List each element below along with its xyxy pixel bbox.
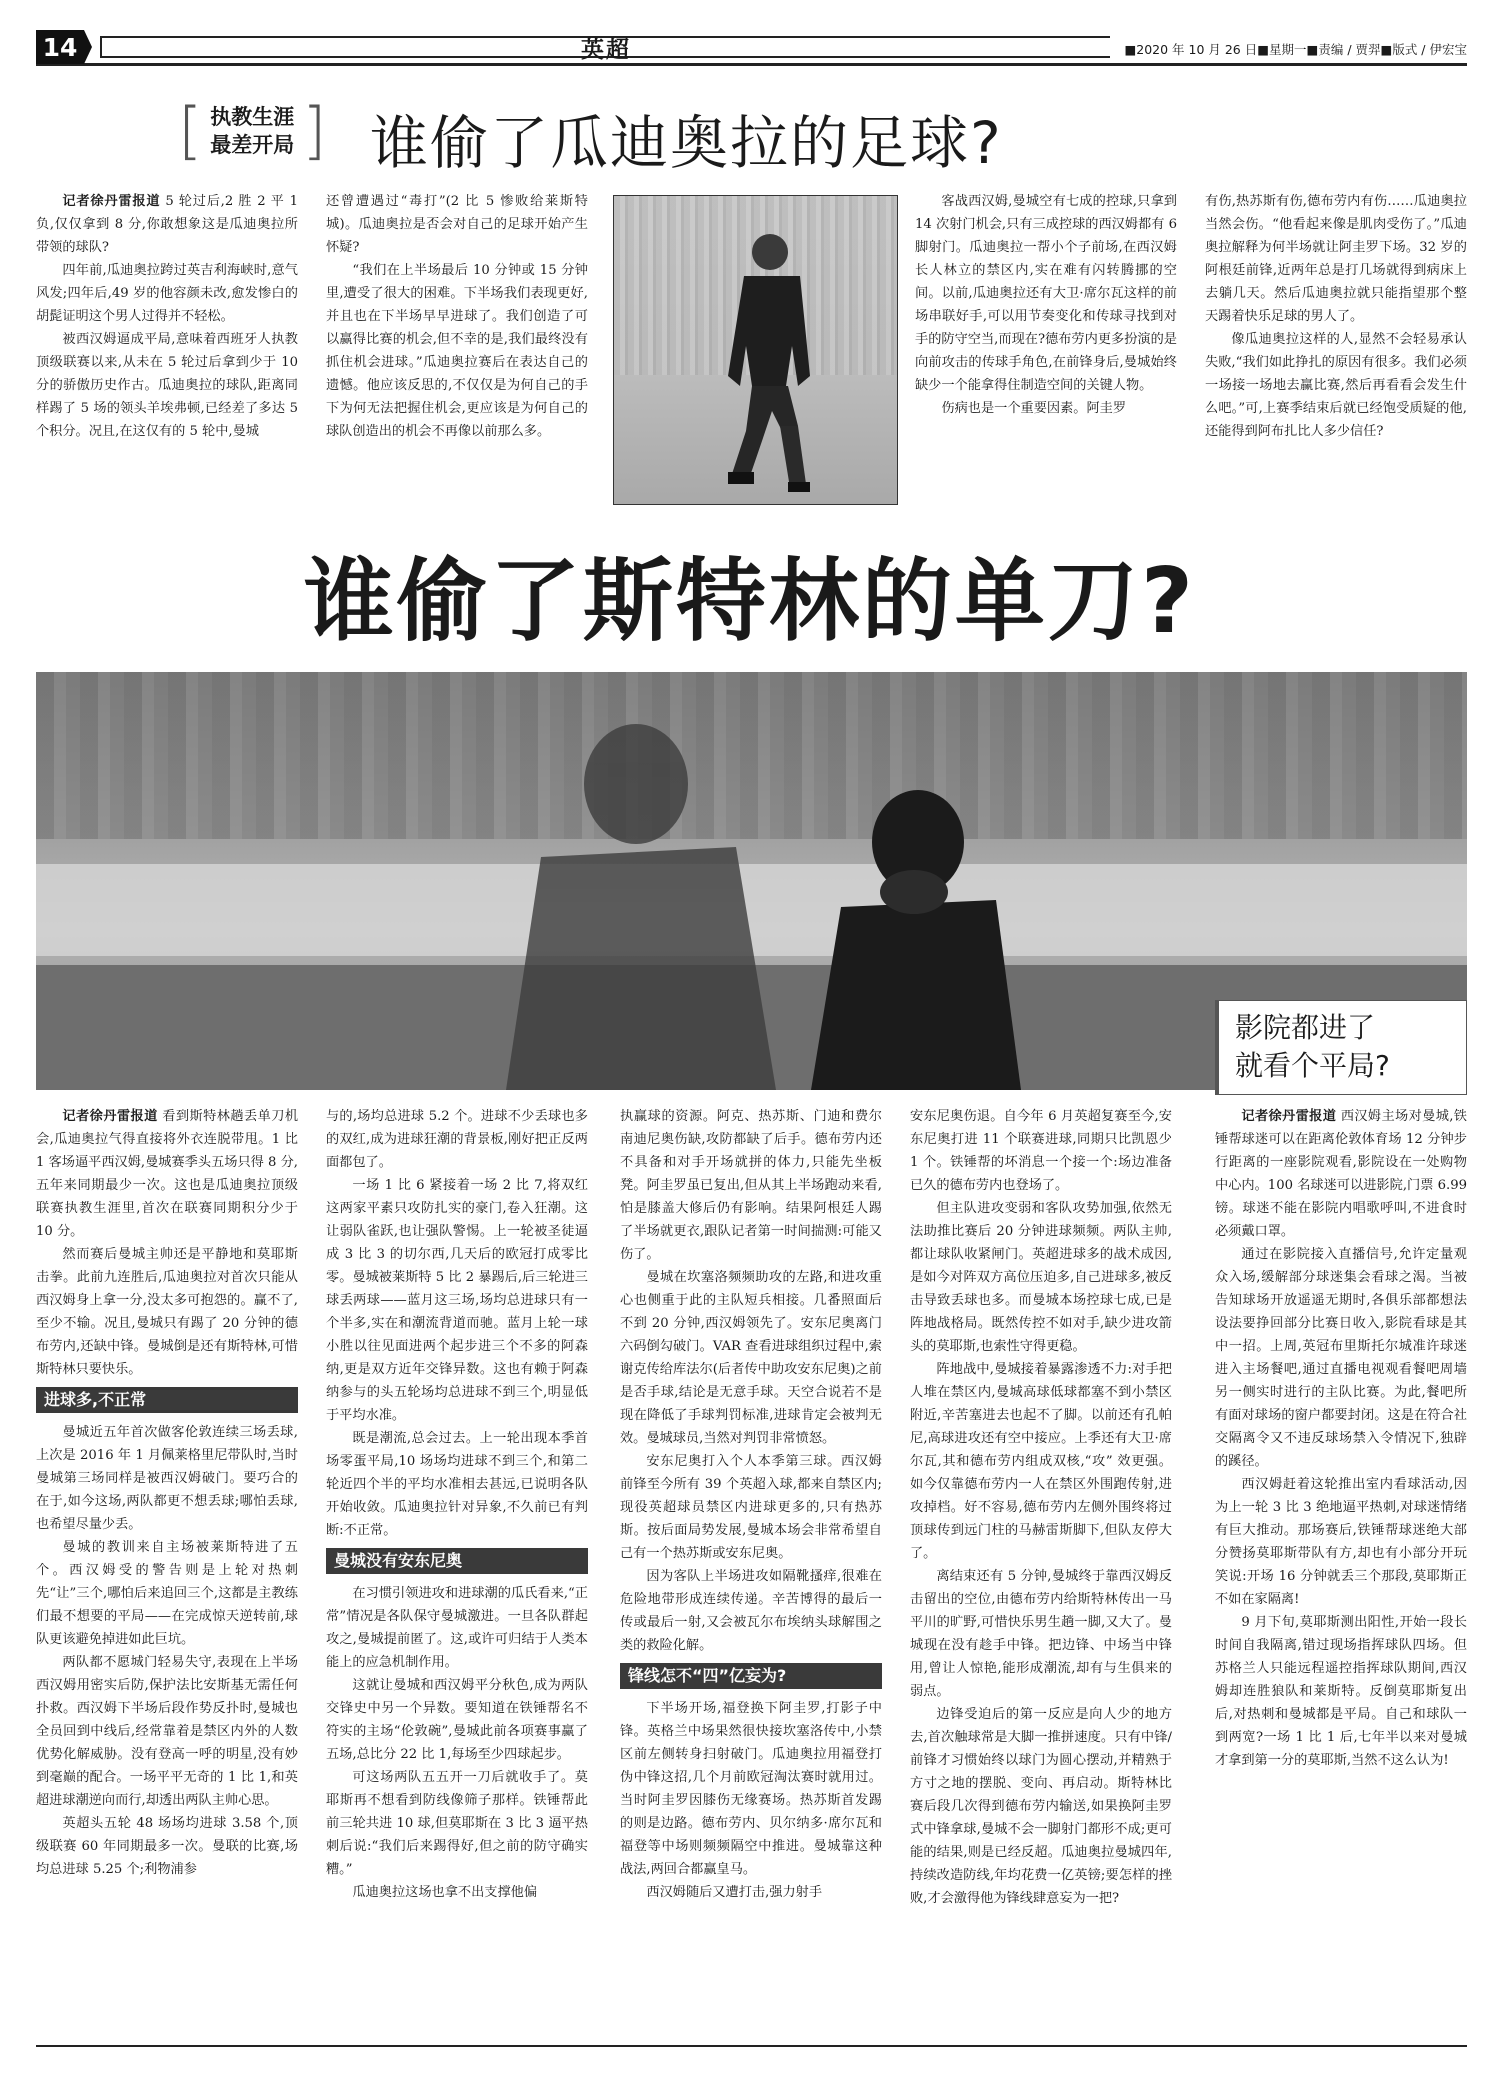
page-number: 14 (36, 30, 84, 64)
paragraph (620, 1450, 882, 1565)
section-bar (100, 36, 1110, 63)
paragraph (915, 190, 1177, 397)
paragraph-text: 既是潮流,总会过去。上一轮出现本季首场零蛋平局,10 场场均进球不到三个,和第二轮近四个半的平均水准相去甚远,已说明各队开始收敛。瓜迪奥拉针对异象,不久前已有判断:不正常。 (326, 1431, 588, 1538)
paragraph (36, 1536, 298, 1651)
paragraph (620, 1697, 882, 1881)
paragraph-text: 5 轮过后,2 胜 2 平 1 负,仅仅拿到 8 分,你敢想象这是瓜迪奥拉所带领的球队? (36, 194, 298, 255)
paragraph-text: 安东尼奥伤退。自今年 6 月英超复赛至今,安东尼奥打进 11 个联赛进球,同期只比凯恩少 1 个。铁锤帮的坏消息一个接一个:场边准备已久的德布劳内也登场了。 (910, 1109, 1172, 1193)
paragraph (326, 1766, 588, 1881)
story1-column-3 (915, 190, 1177, 508)
paragraph-text: 英超头五轮 48 场场均进球 3.58 个,顶级联赛 60 年同期最多一次。曼联的比赛,场均总进球 5.25 个;利物浦参 (36, 1816, 298, 1877)
paragraph-text: 在习惯引领进攻和进球潮的瓜氏看来,“正常”情况是各队保守曼城激进。一旦各队群起攻之,曼城提前匿了。这,或许可归结于人类本能上的应急机制作用。 (326, 1586, 588, 1670)
paragraph (910, 1703, 1172, 1910)
paragraph-text: 可这场两队五五开一刀后就收手了。莫耶斯再不想看到防线像筛子那样。铁锤帮此前三轮共进 10 球,但莫耶斯在 3 比 3 逼平热刺后说:“我们后来踢得好,但之前的防守确实糟。” (326, 1770, 588, 1877)
paragraph-text: 但主队进攻变弱和客队攻势加强,依然无法助推比赛后 20 分钟进球频频。两队主帅,都让球队收紧闸门。英超进球多的战术成因,是如今对阵双方高位压迫多,自己进球多,被反击导致丢球也多。而曼城本场控球七成,已是阵地战格局。既然传控不如对手,缺少进攻箭头的莫耶斯,也索性守得更稳。 (910, 1201, 1172, 1354)
paragraph (620, 1565, 882, 1657)
byline: 记者徐丹雷报道 (62, 194, 161, 209)
kicker-bracket-right: ] (302, 94, 327, 167)
subhead: 曼城没有安东尼奥 (326, 1548, 588, 1574)
kicker-line: 最差开局 (210, 133, 295, 157)
paragraph-text: 被西汉姆逼成平局,意味着西班牙人执教顶级联赛以来,从未在 5 轮过后拿到少于 10 分的骄傲历史作古。瓜迪奥拉的球队,距离同样踢了 5 场的领头羊埃弗顿,已经差了多达 5 个积分。况且,在这仅有的 5 轮中,曼城 (36, 332, 298, 439)
guardiola-photo (613, 195, 898, 505)
sidebar-title-line: 影院都进了 (1235, 1011, 1376, 1044)
paragraph (36, 1812, 298, 1881)
paragraph (36, 328, 298, 443)
paragraph-text: 像瓜迪奥拉这样的人,显然不会轻易承认失败,“我们如此挣扎的原因有很多。我们必须一场接一场地去赢比赛,然后再看看会发生什么吧。”可,上赛季结束后就已经饱受质疑的他,还能得到阿布扎比人多少信任? (1205, 332, 1467, 439)
sidebar-title-line: 就看个平局? (1235, 1049, 1390, 1082)
paragraph (1215, 1105, 1467, 1243)
paragraph-text: 有伤,热苏斯有伤,德布劳内有伤……瓜迪奥拉当然会伤。“他看起来像是肌肉受伤了。”瓜迪奥拉解释为何半场就让阿圭罗下场。32 岁的阿根廷前锋,近两年总是打几场就得到病床上去躺几天。然后瓜迪奥拉就只能指望那个整天踢着快乐足球的男人了。 (1205, 194, 1467, 324)
page-number-arrow (84, 30, 92, 64)
paragraph (326, 1881, 588, 1904)
paragraph (326, 1174, 588, 1427)
paragraph (326, 1582, 588, 1674)
paragraph (36, 190, 298, 259)
paragraph-text: 执赢球的资源。阿克、热苏斯、门迪和费尔南迪尼奥伤缺,攻防都缺了后手。德布劳内还不具备和对手开场就拼的体力,只能先坐板凳。阿圭罗虽已复出,但从其上半场跑动来看,怕是膝盖大修后仍有影响。结果阿根廷人踢了半场就更衣,跟队记者第一时间揣测:可能又伤了。 (620, 1109, 882, 1262)
story2-column-3 (620, 1105, 882, 2040)
paragraph-text: 还曾遭遇过“毒打”(2 比 5 惨败给莱斯特城)。瓜迪奥拉是否会对自己的足球开始产生怀疑? (326, 194, 588, 255)
paragraph-text: 四年前,瓜迪奥拉跨过英吉利海峡时,意气风发;四年后,49 岁的他容颜未改,愈发惨白的胡髭证明这个男人过得并不轻松。 (36, 263, 298, 324)
paragraph (915, 397, 1177, 420)
paragraph-text: 看到斯特林趟丢单刀机会,瓜迪奥拉气得直接将外衣连脱带甩。1 比 1 客场逼平西汉姆,曼城赛季头五场只得 8 分,五年来同期最少一次。这也是瓜迪奥拉顶级联赛执教生涯里,首次在联赛同期积分少于 10 分。 (36, 1109, 298, 1239)
sidebar-column (1215, 1105, 1467, 2040)
paragraph-text: 离结束还有 5 分钟,曼城终于靠西汉姆反击留出的空位,由德布劳内给斯特林传出一马平川的旷野,可惜快乐男生趟一脚,又大了。曼城现在没有趁手中锋。把边锋、中场当中锋用,曾让人惊艳,能形成潮流,却有与生俱来的弱点。 (910, 1569, 1172, 1699)
paragraph-text: 边锋受迫后的第一反应是向人少的地方去,首次触球常是大脚一推拼速度。只有中锋/前锋才习惯始终以球门为圆心摆动,并精熟于方寸之地的摆脱、变向、再启动。斯特林比赛后段几次得到德布劳内输送,如果换阿圭罗式中锋拿球,曼城不会一脚射门都形不成;更可能的结果,则是已经反超。瓜迪奥拉曼城四年,持续改造防线,年均花费一亿英镑;要怎样的挫败,才会激得他为锋线肆意妄为一把? (910, 1707, 1172, 1906)
bottom-rule (36, 2045, 1467, 2047)
paragraph (326, 259, 588, 443)
paragraph (326, 190, 588, 259)
paragraph-text: 曼城的教训来自主场被莱斯特进了五个。西汉姆受的警告则是上轮对热刺先“让”三个,哪怕后来追回三个,这都是主教练们最不想要的平局——在完成惊天逆转前,球队更该避免掉进如此巨坑。 (36, 1540, 298, 1647)
subhead: 锋线怎不“四”亿妄为? (620, 1663, 882, 1689)
story2-column-1 (36, 1105, 298, 2040)
paragraph (36, 1243, 298, 1381)
story1-headline: 谁偷了瓜迪奥拉的足球? (370, 109, 1003, 177)
paragraph (620, 1881, 882, 1904)
section-name: 英超 (581, 36, 631, 63)
paragraph-text: “我们在上半场最后 10 分钟或 15 分钟里,遭受了很大的困难。下半场我们表现更好,并且也在下半场早早进球了。我们创造了可以赢得比赛的机会,但不幸的是,我们最终没有抓住机会进球。”瓜迪奥拉赛后在表达自己的遗憾。他应该反思的,不仅仅是为何自己的手下为何无法把握住机会,更应该是为何自己的球队创造出的机会不再像以前那么多。 (326, 263, 588, 439)
story1-kicker (178, 94, 327, 167)
kicker-bracket-left: [ (178, 94, 203, 167)
paragraph (1205, 328, 1467, 443)
paragraph-text: 客战西汉姆,曼城空有七成的控球,只拿到 14 次射门机会,只有三成控球的西汉姆都有 6 脚射门。瓜迪奥拉一帮小个子前场,在西汉姆长人林立的禁区内,实在难有闪转腾挪的空间。以前,瓜迪奥拉还有大卫·席尔瓦这样的前场串联好手,可以用节奏变化和传球寻找到对手的防守空当,而现在?德布劳内更多扮演的是向前攻击的传球手角色,在前锋身后,曼城始终缺少一个能拿得住制造空间的关键人物。 (915, 194, 1177, 393)
paragraph (36, 1421, 298, 1536)
story2-column-4 (910, 1105, 1172, 2040)
paragraph (326, 1674, 588, 1766)
paragraph-text: 曼城近五年首次做客伦敦连续三场丢球,上次是 2016 年 1 月佩莱格里尼带队时,当时曼城第三场同样是被西汉姆破门。要巧合的在于,如今这场,两队都更不想丢球;哪怕丢球,也希望尽量少丢。 (36, 1425, 298, 1532)
paragraph-text: 阵地战中,曼城接着暴露渗透不力:对手把人堆在禁区内,曼城高球低球都塞不到小禁区附近,辛苦塞进去也起不了脚。以前还有孔帕尼,高球进攻还有空中接应。上季还有大卫·席尔瓦,其和德布劳内组成双核,“攻” 效更强。如今仅靠德布劳内一人在禁区外围跑传射,进攻掉档。好不容易,德布劳内左侧外围终将过顶球传到远门柱的马赫雷斯脚下,但队友停大了。 (910, 1362, 1172, 1561)
paragraph (1215, 1611, 1467, 1772)
paragraph-text: 下半场开场,福登换下阿圭罗,打影子中锋。英格兰中场果然很快接坎塞洛传中,小禁区前左侧转身扫射破门。瓜迪奥拉用福登打伪中锋这招,几个月前欧冠淘汰赛时就用过。当时阿圭罗因膝伤无缘赛场。热苏斯首发踢的则是边路。德布劳内、贝尔纳多·席尔瓦和福登等中场则频频隔空中推进。曼城靠这种战法,两回合都赢皇马。 (620, 1701, 882, 1877)
byline: 记者徐丹雷报道 (62, 1109, 158, 1124)
story1-column-4 (1205, 190, 1467, 508)
sidebar-headline (1215, 1000, 1467, 1095)
paragraph (36, 1105, 298, 1243)
paragraph (36, 1651, 298, 1812)
story2-column-2 (326, 1105, 588, 2040)
paragraph-text: 伤病也是一个重要因素。阿圭罗 (941, 401, 1127, 416)
paragraph-text: 9 月下旬,莫耶斯测出阳性,开始一段长时间自我隔离,错过现场指挥球队四场。但苏格兰人只能远程遥控指挥球队期间,西汉姆却连胜狼队和莱斯特。反倒莫耶斯复出后,对热刺和曼城都是平局。自己和球队一到两宽?一场 1 比 1 后,七年半以来对曼城才拿到第一分的莫耶斯,当然不这么认为! (1215, 1615, 1467, 1768)
paragraph (620, 1105, 882, 1266)
paragraph-text: 安东尼奥打入个人本季第三球。西汉姆前锋至今所有 39 个英超入球,都来自禁区内;现役英超球员禁区内进球更多的,只有热苏斯。按后面局势发展,曼城本场会非常希望自己有一个热苏斯或安东尼奥。 (620, 1454, 882, 1561)
paragraph (1205, 190, 1467, 328)
paragraph (910, 1358, 1172, 1565)
kneeling-coach-figure (702, 226, 822, 496)
paragraph-text: 西汉姆主场对曼城,铁锤帮球迷可以在距离伦敦体育场 12 分钟步行距离的一座影院观看,影院设在一处购物中心内。100 名球迷可以进影院,门票 6.99 镑。球迷不能在影院内唱歌呼叫,不进食时必须戴口罩。 (1215, 1109, 1467, 1239)
subhead: 进球多,不正常 (36, 1387, 298, 1413)
paragraph-text: 因为客队上半场进攻如隔靴搔痒,很难在危险地带形成连续传递。辛苦博得的最后一传或最后一射,又会被瓦尔布埃纳头球解围之类的救险化解。 (620, 1569, 882, 1653)
paragraph-text: 与的,场均总进球 5.2 个。进球不少丢球也多的双红,成为进球狂潮的背景板,刚好把正反两面都包了。 (326, 1109, 588, 1170)
issue-meta: ■2020 年 10 月 26 日■星期一■责编 / 贾羿■版式 / 伊宏宝 (1124, 42, 1467, 57)
paragraph (910, 1565, 1172, 1703)
paragraph-text: 西汉姆赶着这轮推出室内看球活动,因为上一轮 3 比 3 绝地逼平热刺,对球迷情绪有巨大推动。那场赛后,铁锤帮球迷绝大部分赞扬莫耶斯带队有方,却也有小部分开玩笑说:开场 16 分钟就丢三个那段,莫耶斯正不如在家隔离! (1215, 1477, 1467, 1607)
page-header (36, 30, 1467, 66)
story1-column-1 (36, 190, 298, 508)
paragraph-text: 一场 1 比 6 紧接着一场 2 比 7,将双红这两家平素只攻防扎实的豪门,卷入狂潮。这让弱队雀跃,也让强队警惕。上一轮被圣徒逼成 3 比 3 的切尔西,几天后的欧冠打成零比零。曼城被莱斯特 5 比 2 暴踢后,后三轮进三球丢两球——蓝月这三场,场均总进球只有一个半多,实在和潮流背道而驰。蓝月上轮一球小胜以往见面进两个起步进三个不多的阿森纳,更是双方近年交锋异数。这也有赖于阿森纳参与的头五轮场均总进球不到三个,明显低于平均水准。 (326, 1178, 588, 1423)
paragraph (326, 1427, 588, 1542)
paragraph (910, 1105, 1172, 1197)
paragraph-text: 西汉姆随后又遭打击,强力射手 (646, 1885, 823, 1900)
byline: 记者徐丹雷报道 (1241, 1109, 1337, 1124)
paragraph-text: 两队都不愿城门轻易失守,表现在上半场西汉姆用密实后防,保护法比安斯基无需任何扑救。西汉姆下半场后段作势反扑时,曼城也全员回到中线后,经常靠着是禁区内外的人数优势化解威胁。没有登高一呼的明星,没有妙到毫巅的配合。一场平平无奇的 1 比 1,和英超进球潮逆向而行,却透出两队主帅心思。 (36, 1655, 298, 1808)
paragraph-text: 通过在影院接入直播信号,允许定量观众入场,缓解部分球迷集会看球之渴。当被告知球场开放遥遥无期时,各俱乐部都想法设法要挣回部分比赛日收入,影院看球是其中一招。上周,英冠布里斯托尔城准许球迷进入主场餐吧,通过直播电视观看餐吧周墙另一侧实时进行的主队比赛。为此,餐吧所有面对球场的窗户都要封闭。这是在符合社交隔离令又不违反球场禁入令情况下,独辟的蹊径。 (1215, 1247, 1467, 1469)
paragraph (326, 1105, 588, 1174)
paragraph (620, 1266, 882, 1450)
story2-headline: 谁偷了斯特林的单刀? (303, 549, 1197, 654)
paragraph (1215, 1473, 1467, 1611)
kicker-line: 执教生涯 (210, 105, 295, 129)
paragraph-text: 这就让曼城和西汉姆平分秋色,成为两队交锋史中另一个异数。要知道在铁锤帮名不符实的主场“伦敦碗”,曼城此前各项赛事赢了五场,总比分 22 比 1,每场至少四球起步。 (326, 1678, 588, 1762)
story1-column-2 (326, 190, 588, 508)
paragraph (910, 1197, 1172, 1358)
paragraph (1215, 1243, 1467, 1473)
paragraph (36, 259, 298, 328)
paragraph-text: 然而赛后曼城主帅还是平静地和莫耶斯击拳。此前九连胜后,瓜迪奥拉对首次只能从西汉姆身上拿一分,没太多可抱怨的。赢不了,至少不输。况且,曼城只有踢了 20 分钟的德布劳内,还缺中锋。曼城倒是还有斯特林,可惜斯特林只要快乐。 (36, 1247, 298, 1377)
paragraph-text: 瓜迪奥拉这场也拿不出支撑他偏 (352, 1885, 538, 1900)
paragraph-text: 曼城在坎塞洛频频助攻的左路,和进攻重心也侧重于此的主队短兵相接。几番照面后不到 20 分钟,西汉姆领先了。安东尼奥离门六码倒勾破门。VAR 查看进球组织过程中,索谢克传给库法尔(后者传中助攻安东尼奥)之前是否手球,结论是无意手球。天空合说若不是现在降低了手球判罚标准,进球肯定会被判无效。曼城球员,当然对判罚非常愤怒。 (620, 1270, 882, 1446)
